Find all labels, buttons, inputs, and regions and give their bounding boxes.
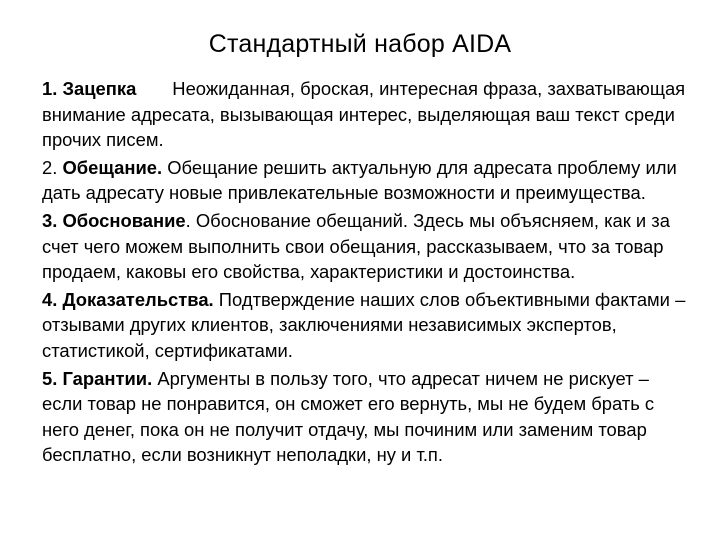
content-body: [42, 76, 692, 470]
item-heading: Зацепка: [62, 78, 137, 99]
item-number: 3.: [42, 209, 58, 231]
item-number: 4.: [42, 288, 58, 310]
item-text: Неожиданная, броская, интересная фраза, захватывающая внимание адресата, вызывающая интерес, выделяющая ваш текст среди прочих писем.: [42, 78, 686, 151]
item-number: 1.: [42, 78, 58, 99]
item-separator: .: [185, 209, 196, 231]
slide-title: Стандартный набор AIDA: [208, 30, 512, 58]
item-heading: Обещание.: [62, 156, 163, 178]
list-item-justification: [42, 208, 692, 285]
list-item-promise: [42, 155, 692, 206]
item-heading: Гарантии.: [62, 367, 153, 389]
item-text: Подтверждение наших слов объективными фактами – отзывами других клиентов, заключениями независимых экспертов, статистикой, сертификатами.: [42, 288, 686, 361]
list-item-evidence: [42, 287, 692, 364]
item-text: Обещание решить актуальную для адресата проблему или дать адресату новые привлекательные возможности и преимущества.: [42, 156, 677, 204]
item-heading: Обоснование: [62, 209, 186, 231]
list-item-hook: [42, 76, 692, 153]
item-number: 2.: [42, 156, 58, 178]
item-text: Аргументы в пользу того, что адресат ничем не рискует – если товар не понравится, он сможет его вернуть, мы не будем брать с него денег, пока он не получит отдачу, мы починим или заменим товар бесплатно, если возникнут неполадки, ну и т.п.: [42, 367, 655, 466]
item-text: Обоснование обещаний. Здесь мы объясняем, как и за счет чего можем выполнить свои обещания, рассказываем, что за товар продаем, каковы его свойства, характеристики и достоинства.: [42, 209, 670, 283]
list-item-guarantees: [42, 366, 692, 468]
item-heading: Доказательства.: [62, 288, 214, 310]
item-number: 5.: [42, 367, 58, 389]
